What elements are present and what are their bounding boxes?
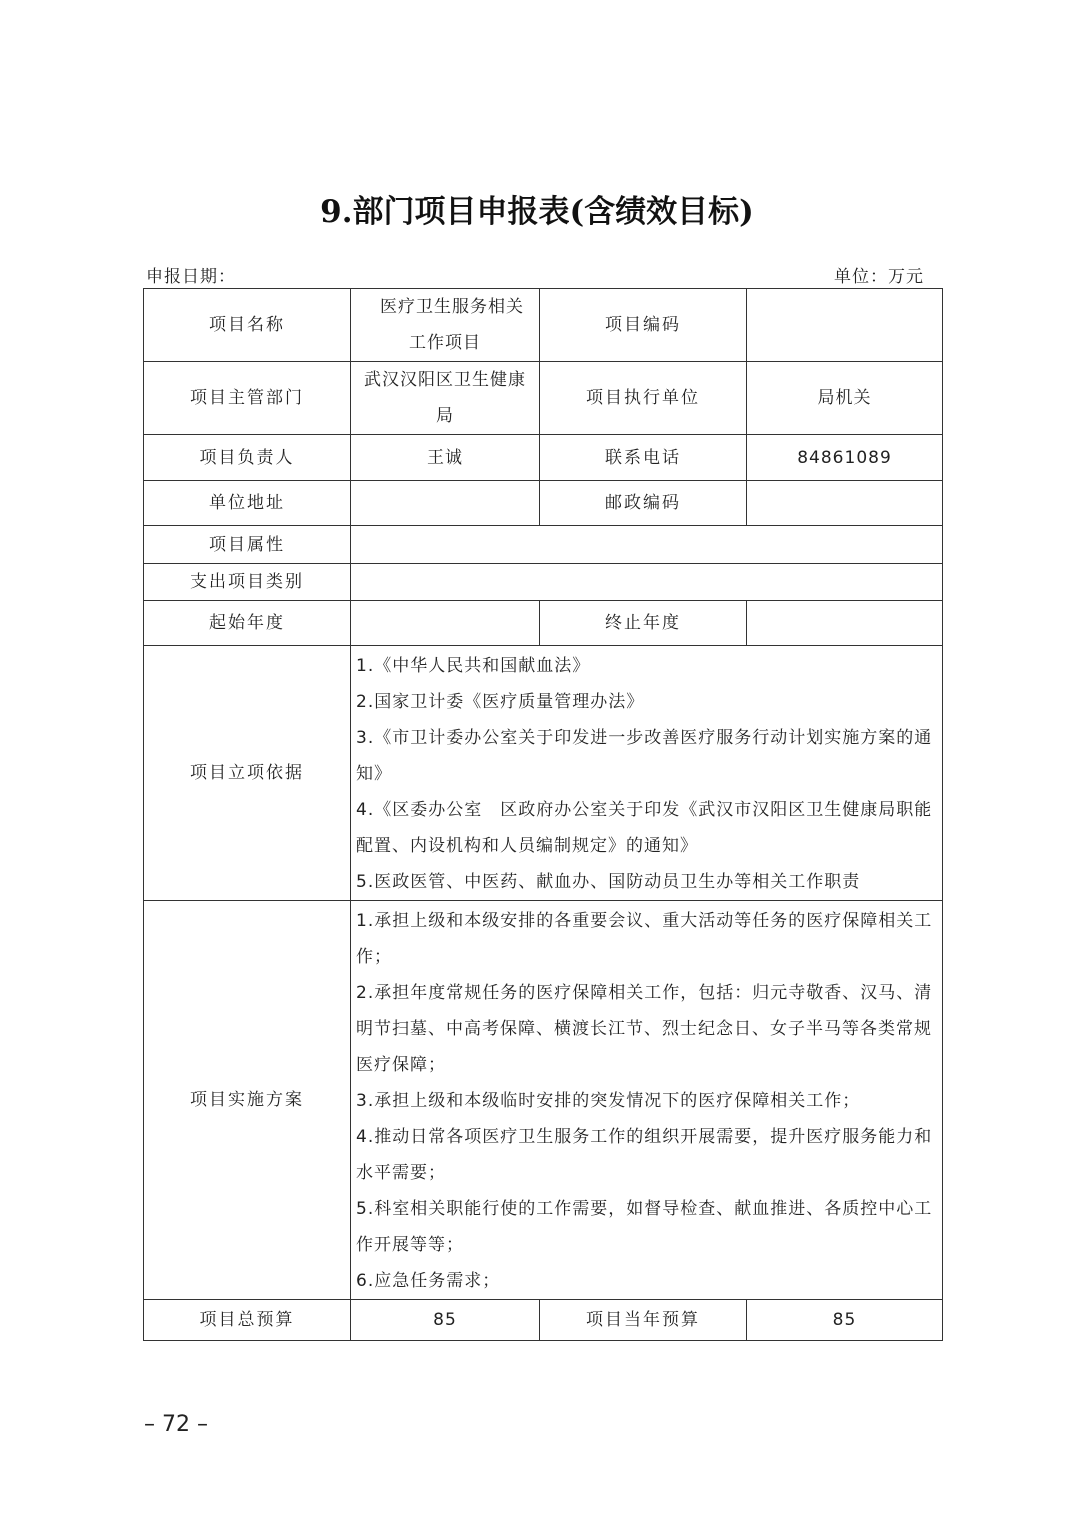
start-year-value <box>351 601 540 646</box>
project-name-line1: 医疗卫生服务相关 <box>380 297 524 317</box>
department-line1: 武汉汉阳区卫生健康 <box>364 370 526 390</box>
plan-item: 3.承担上级和本级临时安排的突发情况下的医疗保障相关工作； <box>356 1091 861 1111</box>
year-budget-label: 项目当年预算 <box>540 1300 747 1341</box>
attribute-value <box>351 526 943 564</box>
basis-list <box>351 646 943 901</box>
department-line2: 局 <box>436 406 454 426</box>
total-budget-value: 85 <box>351 1300 540 1341</box>
year-budget-value: 85 <box>747 1300 943 1341</box>
phone-value: 84861089 <box>747 435 943 481</box>
end-year-label: 终止年度 <box>540 601 747 646</box>
basis-item: 1.《中华人民共和国献血法》 <box>356 656 591 676</box>
address-label: 单位地址 <box>144 481 351 526</box>
department-label: 项目主管部门 <box>144 362 351 435</box>
table-row-project-name <box>144 289 943 362</box>
exec-unit-value: 局机关 <box>747 362 943 435</box>
report-date-label: 申报日期： <box>146 267 236 287</box>
plan-item: 4.推动日常各项医疗卫生服务工作的组织开展需要，提升医疗服务能力和水平需要； <box>356 1127 933 1183</box>
plan-item: 6.应急任务需求； <box>356 1271 501 1291</box>
page-number: – 72 – <box>144 1412 208 1437</box>
page-title: 9.部门项目申报表(含绩效目标) <box>320 194 754 230</box>
project-name-value <box>351 289 540 362</box>
table-row-leader <box>144 435 943 481</box>
project-application-table <box>143 288 943 1341</box>
table-row-category <box>144 564 943 601</box>
phone-label: 联系电话 <box>540 435 747 481</box>
project-code-label: 项目编码 <box>540 289 747 362</box>
table-row-attribute <box>144 526 943 564</box>
basis-item: 2.国家卫计委《医疗质量管理办法》 <box>356 692 645 712</box>
plan-item: 1.承担上级和本级安排的各重要会议、重大活动等任务的医疗保障相关工作； <box>356 911 933 967</box>
leader-value: 王诚 <box>351 435 540 481</box>
category-label: 支出项目类别 <box>144 564 351 601</box>
attribute-label: 项目属性 <box>144 526 351 564</box>
plan-item: 5.科室相关职能行使的工作需要，如督导检查、献血推进、各质控中心工作开展等等； <box>356 1199 933 1255</box>
start-year-label: 起始年度 <box>144 601 351 646</box>
total-budget-label: 项目总预算 <box>144 1300 351 1341</box>
table-row-department <box>144 362 943 435</box>
project-name-line2: 工作项目 <box>409 333 481 353</box>
table-row-years <box>144 601 943 646</box>
exec-unit-label: 项目执行单位 <box>540 362 747 435</box>
basis-item: 3.《市卫计委办公室关于印发进一步改善医疗服务行动计划实施方案的通知》 <box>356 728 933 784</box>
plan-item: 2.承担年度常规任务的医疗保障相关工作，包括：归元寺敬香、汉马、清明节扫墓、中高考保障、横渡长江节、烈士纪念日、女子半马等各类常规医疗保障； <box>356 983 933 1075</box>
basis-label: 项目立项依据 <box>144 646 351 901</box>
basis-item: 5.医政医管、中医药、献血办、国防动员卫生办等相关工作职责 <box>356 872 861 892</box>
basis-item: 4.《区委办公室 区政府办公室关于印发《武汉市汉阳区卫生健康局职能配置、内设机构和人员编制规定》的通知》 <box>356 800 933 856</box>
project-code-value <box>747 289 943 362</box>
project-name-label: 项目名称 <box>144 289 351 362</box>
plan-label: 项目实施方案 <box>144 901 351 1300</box>
postal-value <box>747 481 943 526</box>
address-value <box>351 481 540 526</box>
table-row-budget <box>144 1300 943 1341</box>
end-year-value <box>747 601 943 646</box>
unit-label: 单位：万元 <box>834 267 924 287</box>
table-row-plan <box>144 901 943 1300</box>
table-row-basis <box>144 646 943 901</box>
leader-label: 项目负责人 <box>144 435 351 481</box>
table-row-address <box>144 481 943 526</box>
department-value <box>351 362 540 435</box>
postal-label: 邮政编码 <box>540 481 747 526</box>
plan-list <box>351 901 943 1300</box>
category-value <box>351 564 943 601</box>
